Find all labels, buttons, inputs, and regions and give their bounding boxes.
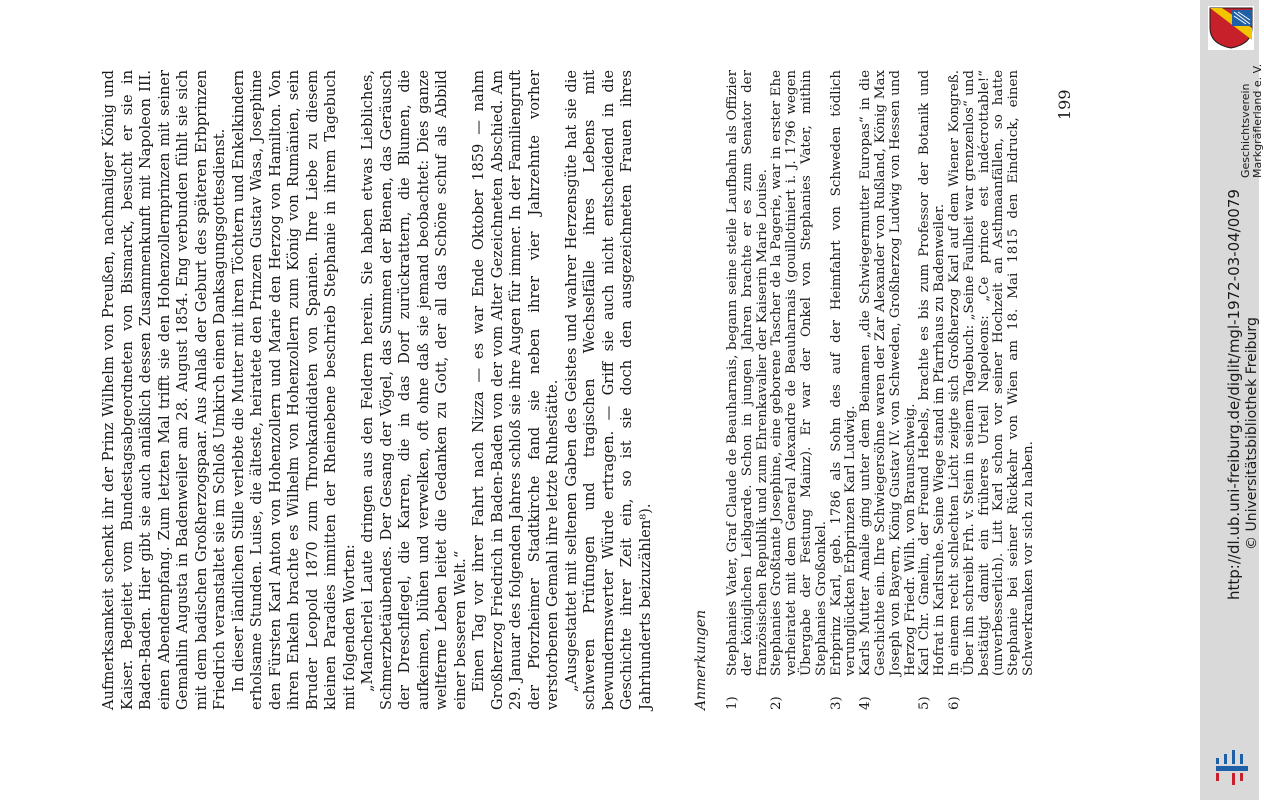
page-number: 199: [1055, 89, 1074, 120]
note-text: In einem recht schlechten Licht zeigte sich Großherzog Karl auf dem Wiener Kongreß. Über ihn schreibt Frh. v. Stein in seinem Tagebuch: „Seine Faulheit war grenzenlos“ und bestätigt damit ein früheres Urteil Napoleons: „Ce prince est indécrottable!“ (unverbesserlich). Litt Karl schon vor seiner Hochzeit an Asthmaanfällen, so hatte Stephanie bei seiner Rückkehr von Wien am 18. Mai 1815 den Eindruck, einen Schwerkranken vor sich zu haben.: [946, 70, 1036, 676]
note-item: [726, 70, 770, 710]
paragraph-4: Einen Tag vor ihrer Fahrt nach Nizza — es war Ende Oktober 1859 — nahm Großherzog Friedrich in Baden-Baden von der vom Alter Gezeichneten Abschied. Am 29. Januar des folgenden Jahres schloß sie ihre Augen für immer. In der Familiengruft der Pforzheimer Stadtkirche fand sie neben ihrer vier Jahrzehnte vorher verstorbenen Gemahl ihre letzte Ruhestätte.: [470, 70, 561, 710]
paragraph-3: „Mancherlei Laute dringen aus den Feldern herein. Sie haben etwas Liebliches, Schmerzbetäubendes. Der Gesang der Vögel, das Summen der Bienen, das Geräusch der Dreschflegel, die Karren, die in das Dorf zurückrattern, die Blumen, die aufkeimen, blühen und verwelken, oft ohne daß sie jemand beobachtet: Dies ganze weltferne Leben leitet die Gedanken zu Gott, der all das Schöne schuf als Abbild einer besseren Welt.“: [359, 70, 469, 710]
copyright-text: © Universitätsbibliothek Freiburg: [1244, 317, 1260, 550]
note-number: 4): [858, 696, 874, 710]
note-text: Karls Mutter Amalie ging unter dem Beinamen „die Schwiegermutter Europas“ in die Geschichte ein. Ihre Schwiegersöhne waren der Zar Alexander von Rußland, König Max Joseph von Bayern, König Gustav IV. von Schweden, Großherzog Ludwig von Hessen und Herzog Friedr. Wilh. von Braunschweig.: [858, 70, 918, 676]
note-number: 1): [725, 696, 740, 710]
paragraph-2: In dieser ländlichen Stille verlebte die Mutter mit ihren Töchtern und Enkelkindern erholsame Stunden. Luise, die älteste, heiratete den Prinzen Gustav Wasa, Josephine den Fürsten Karl Anton von Hohenzollern und Marie den Herzog von Hamilton. Von ihren Enkeln brachte es Wilhelm von Hohenzollern zum König von Rumänien, sein Bruder Leopold 1870 zum Thronkandidaten von Spanien. Ihre Liebe zu diesem kleinen Paradies inmitten der Rheinebene beschrieb Stephanie in ihrem Tagebuch mit folgenden Worten:: [229, 70, 358, 710]
note-number: 6): [946, 696, 962, 710]
note-item: [830, 70, 860, 710]
note-number: 2): [769, 696, 785, 710]
note-number: 5): [917, 696, 933, 710]
main-text: [100, 70, 655, 710]
note-text: Stephanies Vater, Graf Claude de Beauharnais, begann seine steile Laufbahn als Offizier der königlichen Leibgarde. Schon in jungen Jahren brachte er es zum Senator der französischen Republik und zum Ehrenkavalier der Kaiserin Marie Louise.: [725, 70, 770, 676]
note-number: 3): [828, 696, 844, 710]
paragraph-1: Aufmerksamkeit schenkt ihr der Prinz Wilhelm von Preußen, nachmaliger König und Kaiser. Begleitet vom Bundestagsabgeordneten von Bismarck, besucht er sie in Baden-Baden. Hier gibt sie auch anläßlich dessen Zusammenkunft mit Napoleon III. einen Abendempfang. Zum letzten Mal trifft sie den Hohenzollernprinzen mit seiner Gemahlin Augusta in Badenweiler am 28. August 1854. Eng verbunden fühlt sie sich mit dem badischen Großherzogspaar. Aus Anlaß der Geburt des späteren Erbprinzen Friedrich veranstaltet sie im Schloß Umkirch einen Danksagungsgottesdienst.: [100, 70, 228, 710]
note-item: [948, 70, 1037, 710]
note-item: [918, 70, 948, 710]
note-text: Karl Chr. Gmelin, der Freund Hebels, brachte es bis zum Professor der Botanik und Hofrat in Karlsruhe. Seine Wiege stand im Pfarrhaus zu Badenweiler.: [917, 70, 948, 676]
note-item: [859, 70, 918, 710]
book-page: [100, 70, 1090, 710]
document-url-link[interactable]: http://dl.ub.uni-freiburg.de/diglit/mgl-1972-03-04/0079: [1225, 189, 1243, 600]
society-logo-icon: [1208, 6, 1254, 50]
ub-freiburg-logo-icon: [1210, 748, 1254, 788]
notes-heading: Anmerkungen: [693, 609, 709, 710]
society-name-line1: Geschichtsverein: [1239, 83, 1252, 178]
note-text: Stephanies Großtante Josephine, eine geborene Tascher de la Pagerie, war in erster Ehe verheiratet mit dem General Alexandre de Beauharnais (gouillotiniert i. J. 1796 wegen Übergabe der Festung Mainz). Er war der Onkel von Stephanies Vater, mithin Stephanies Großonkel.: [769, 70, 829, 676]
society-name-line2: Markgräflerland e. V.: [1251, 63, 1264, 178]
note-text: Erbprinz Karl, geb. 1786 als Sohn des auf der Heimfahrt von Schweden tödlich verunglückten Erbprinzen Karl Ludwig.: [828, 70, 859, 676]
paragraph-5: „Ausgestattet mit seltenen Gaben des Geistes und wahrer Herzensgüte hat sie die schweren Prüfungen und tragischen Wechselfälle ihres Lebens mit bewundernswerter Würde ertragen. — Griff sie auch nicht entscheidend in die Geschichte ihrer Zeit ein, so ist sie doch den ausgezeichneten Frauen ihres Jahrhunderts beizuzählen⁸).: [562, 70, 654, 710]
note-item: [770, 70, 829, 710]
notes-list: [726, 70, 1037, 710]
